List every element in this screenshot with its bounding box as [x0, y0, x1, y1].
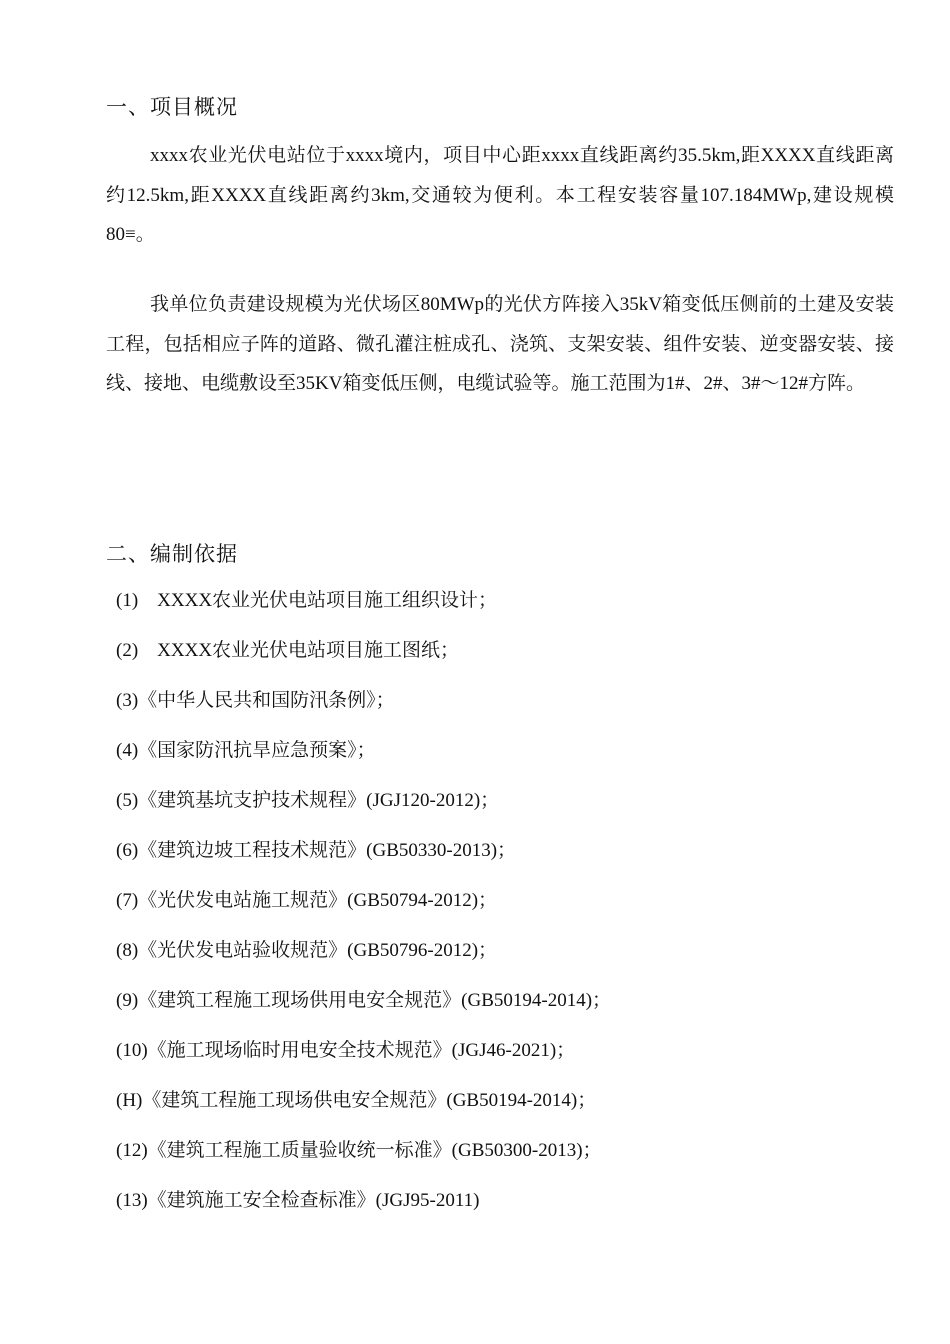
reference-item: (4)《国家防汛抗旱应急预案》；	[116, 740, 376, 761]
reference-item: (7)《光伏发电站施工规范》(GB50794-2012)；	[116, 890, 498, 911]
reference-item: (2) XXXX农业光伏电站项目施工图纸；	[116, 640, 460, 661]
reference-item: (8)《光伏发电站验收规范》(GB50796-2012)；	[116, 940, 498, 961]
reference-item: (12)《建筑工程施工质量验收统一标准》(GB50300-2013)；	[116, 1140, 602, 1161]
overview-paragraph-2: 我单位负责建设规模为光伏场区80MWp的光伏方阵接入35kV箱变低压侧前的土建及安装工程，包括相应子阵的道路、微孔灌注桩成孔、浇筑、支架安装、组件安装、逆变器安装、接线、接地、电缆敷设至35KV箱变低压侧，电缆试验等。施工范围为1#、2#、3#〜12#方阵。	[106, 294, 894, 394]
section-heading-overview: 一、项目概况	[106, 95, 238, 119]
overview-paragraph-1: xxxx农业光伏电站位于xxxx境内，项目中心距xxxx直线距离约35.5km,距XXXX直线距离约12.5km,距XXXX直线距离约3km,交通较为便利。本工程安装容量107.184MWp,建设规模80≡。	[106, 145, 894, 245]
reference-item: (3)《中华人民共和国防汛条例》；	[116, 690, 395, 711]
reference-item: (5)《建筑基坑支护技术规程》(JGJ120-2012)；	[116, 790, 500, 811]
reference-item: (6)《建筑边坡工程技术规范》(GB50330-2013)；	[116, 840, 517, 861]
reference-item: (9)《建筑工程施工现场供用电安全规范》(GB50194-2014)；	[116, 990, 612, 1011]
reference-item: (13)《建筑施工安全检查标准》(JGJ95-2011)	[116, 1190, 480, 1211]
reference-item: (1) XXXX农业光伏电站项目施工组织设计；	[116, 590, 498, 611]
reference-item: (H)《建筑工程施工现场供电安全规范》(GB50194-2014)；	[116, 1090, 597, 1111]
reference-list	[116, 584, 611, 1234]
reference-item: (10)《施工现场临时用电安全技术规范》(JGJ46-2021)；	[116, 1040, 576, 1061]
section-heading-basis: 二、编制依据	[106, 542, 238, 566]
